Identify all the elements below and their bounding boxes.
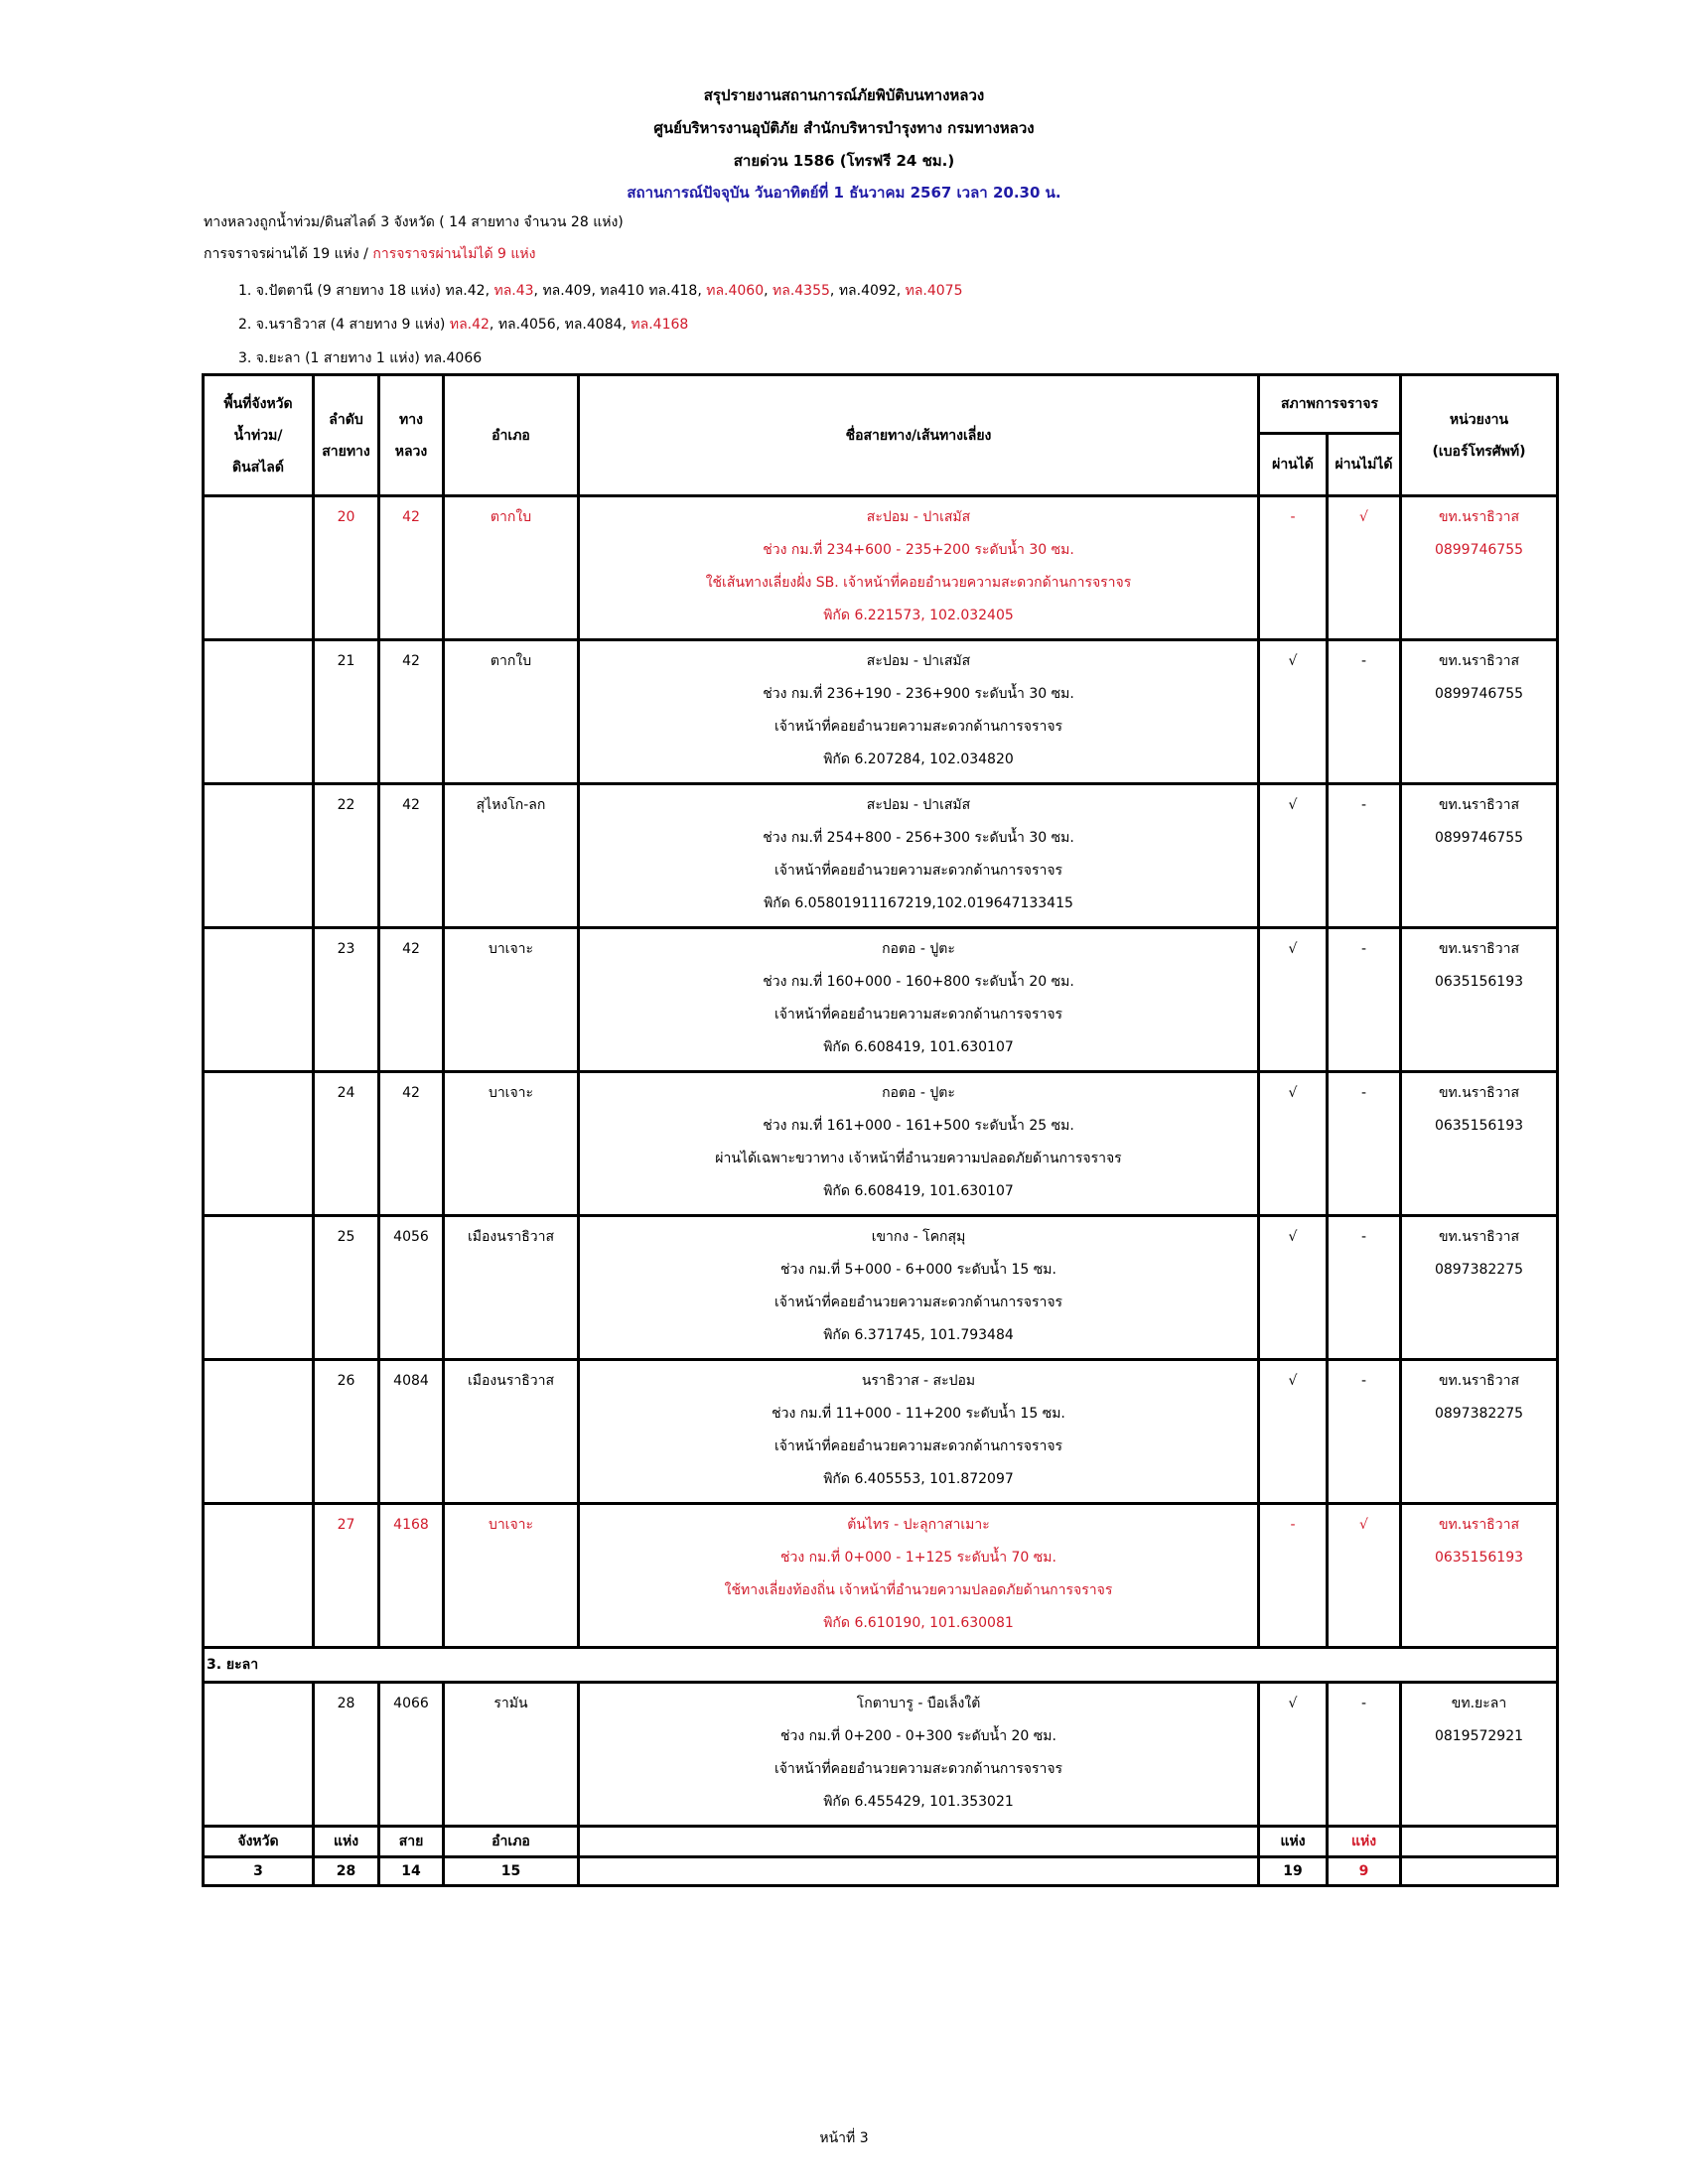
unit-name: ขท.ยะลา <box>1451 1696 1507 1711</box>
cell-district-text: เมืองนราธิวาส <box>467 1373 555 1389</box>
cell-area <box>204 1504 314 1648</box>
footer-unit <box>1401 1827 1558 1857</box>
footer-pass: แห่ง <box>1259 1827 1328 1857</box>
separator: , <box>533 283 543 299</box>
table-row <box>204 928 1558 1072</box>
province-label: 2. จ.นราธิวาส (4 สายทาง 9 แห่ง) <box>238 317 450 333</box>
footer-routes: 14 <box>379 1857 444 1886</box>
footer-no-pass: แห่ง <box>1328 1827 1401 1857</box>
cell-seq-text: 24 <box>337 1085 355 1101</box>
route-code: ทล.4084 <box>564 317 623 333</box>
cell-district <box>444 640 579 784</box>
route-line: เจ้าหน้าที่คอยอำนวยความสะดวกด้านการจราจร <box>774 719 1063 735</box>
footer-routes: สาย <box>379 1827 444 1857</box>
cell-no-pass <box>1328 1072 1401 1216</box>
cell-no-pass-text: - <box>1360 653 1367 669</box>
report-hotline: สายด่วน 1586 (โทรฟรี 24 ชม.) <box>733 152 955 170</box>
cell-highway-text: 42 <box>402 941 420 957</box>
cell-seq-text: 23 <box>337 941 355 957</box>
col-traffic: สภาพการจราจร <box>1259 375 1401 434</box>
cell-district <box>444 496 579 640</box>
cell-highway-text: 42 <box>402 797 420 813</box>
table-row <box>204 1683 1558 1827</box>
cell-no-pass <box>1328 496 1401 640</box>
route-line: พิกัด 6.610190, 101.630081 <box>823 1615 1014 1631</box>
route-line: ช่วง กม.ที่ 11+000 - 11+200 ระดับน้ำ 15 ซม. <box>772 1406 1065 1422</box>
cell-route <box>579 928 1259 1072</box>
route-code: ทล.409 <box>542 283 592 299</box>
route-line: พิกัด 6.405553, 101.872097 <box>823 1471 1014 1487</box>
footer-no-pass: 9 <box>1328 1857 1401 1886</box>
table-row <box>204 640 1558 784</box>
cell-seq-text: 20 <box>337 509 355 525</box>
section-row <box>204 1648 1558 1683</box>
cell-pass <box>1259 1504 1328 1648</box>
cell-pass-text: √ <box>1288 1085 1298 1101</box>
cell-highway-text: 42 <box>402 653 420 669</box>
header-line: พื้นที่จังหวัด <box>223 395 293 412</box>
cell-area <box>204 784 314 928</box>
cell-pass <box>1259 1216 1328 1360</box>
cell-highway <box>379 1360 444 1504</box>
cell-route <box>579 1504 1259 1648</box>
footer-pass: 19 <box>1259 1857 1328 1886</box>
cell-highway-text: 4056 <box>393 1229 429 1245</box>
province-item <box>238 347 482 369</box>
separator: , <box>489 317 498 333</box>
unit-name: ขท.นราธิวาส <box>1438 1085 1519 1101</box>
cell-unit <box>1401 928 1558 1072</box>
cell-area <box>204 1216 314 1360</box>
unit-name: ขท.นราธิวาส <box>1438 509 1519 525</box>
cell-unit <box>1401 496 1558 640</box>
unit-phone: 0897382275 <box>1434 1262 1524 1278</box>
cell-seq <box>314 784 379 928</box>
cell-district-text: สุไหงโก-ลก <box>476 797 546 813</box>
cell-highway <box>379 1216 444 1360</box>
cell-unit <box>1401 1216 1558 1360</box>
province-item <box>238 280 963 302</box>
cell-no-pass <box>1328 1683 1401 1827</box>
cell-seq-text: 21 <box>337 653 355 669</box>
route-line: สะปอม - ปาเสมัส <box>866 653 971 669</box>
cell-pass-text: √ <box>1288 653 1298 669</box>
cell-no-pass <box>1328 928 1401 1072</box>
cell-highway-text: 42 <box>402 509 420 525</box>
cell-district <box>444 784 579 928</box>
col-route: ชื่อสายทาง/เส้นทางเลี่ยง <box>579 375 1259 496</box>
unit-phone: 0899746755 <box>1434 686 1524 702</box>
footer-district: อำเภอ <box>444 1827 579 1857</box>
footer-blank <box>579 1857 1259 1886</box>
cell-area <box>204 1360 314 1504</box>
cell-highway <box>379 1683 444 1827</box>
header-line: หน่วยงาน <box>1449 411 1509 428</box>
route-line: พิกัด 6.221573, 102.032405 <box>823 608 1014 623</box>
cell-unit <box>1401 1504 1558 1648</box>
route-line: เขากง - โคกสุมุ <box>871 1229 966 1245</box>
unit-phone: 0635156193 <box>1434 1550 1524 1566</box>
route-line: ใช้เส้นทางเลี่ยงฝั่ง SB. เจ้าหน้าที่คอยอำนวยความสะดวกด้านการจราจร <box>705 575 1132 591</box>
report-title: สรุปรายงานสถานการณ์ภัยพิบัติบนทางหลวง <box>703 86 985 104</box>
cell-seq-text: 28 <box>337 1696 355 1711</box>
cell-no-pass-text: - <box>1360 941 1367 957</box>
cell-unit <box>1401 1683 1558 1827</box>
cell-highway <box>379 640 444 784</box>
cell-area <box>204 1072 314 1216</box>
cell-district <box>444 1216 579 1360</box>
col-seq <box>314 375 379 496</box>
header-line: ทาง <box>399 411 423 428</box>
cell-no-pass-text: - <box>1360 1229 1367 1245</box>
cell-area <box>204 928 314 1072</box>
cell-seq <box>314 1683 379 1827</box>
route-line: ใช้ทางเลี่ยงท้องถิ่น เจ้าหน้าที่อำนวยความปลอดภัยด้านการจราจร <box>724 1582 1113 1598</box>
cell-pass <box>1259 496 1328 640</box>
cell-pass-text: √ <box>1288 1229 1298 1245</box>
footer-unit <box>1401 1857 1558 1886</box>
footer-places: แห่ง <box>314 1827 379 1857</box>
province-label: 3. จ.ยะลา (1 สายทาง 1 แห่ง) <box>238 350 425 366</box>
separator: , <box>555 317 565 333</box>
unit-name: ขท.นราธิวาส <box>1438 941 1519 957</box>
route-code: ทล.43 <box>493 283 534 299</box>
cell-highway <box>379 496 444 640</box>
cell-district <box>444 1683 579 1827</box>
summary-affected: ทางหลวงถูกน้ำท่วม/ดินสไลด์ 3 จังหวัด ( 14 สายทาง จำนวน 28 แห่ง) <box>204 214 624 230</box>
route-line: เจ้าหน้าที่คอยอำนวยความสะดวกด้านการจราจร <box>774 1007 1063 1023</box>
unit-phone: 0897382275 <box>1434 1406 1524 1422</box>
route-line: ช่วง กม.ที่ 161+000 - 161+500 ระดับน้ำ 25 ซม. <box>763 1118 1074 1134</box>
cell-seq <box>314 496 379 640</box>
table-row <box>204 784 1558 928</box>
cell-district-text: บาเจาะ <box>488 1085 534 1101</box>
cell-area <box>204 496 314 640</box>
route-line: ช่วง กม.ที่ 254+800 - 256+300 ระดับน้ำ 30 ซม. <box>763 830 1074 846</box>
unit-name: ขท.นราธิวาส <box>1438 797 1519 813</box>
route-line: พิกัด 6.371745, 101.793484 <box>823 1327 1014 1343</box>
table-row <box>204 1360 1558 1504</box>
cell-no-pass-text: √ <box>1359 509 1368 525</box>
cell-seq <box>314 1216 379 1360</box>
route-line: สะปอม - ปาเสมัส <box>866 509 971 525</box>
cell-pass-text: √ <box>1288 1373 1298 1389</box>
cell-route <box>579 1360 1259 1504</box>
cell-route <box>579 1216 1259 1360</box>
footer-places: 28 <box>314 1857 379 1886</box>
cell-district-text: บาเจาะ <box>488 941 534 957</box>
route-line: พิกัด 6.207284, 102.034820 <box>823 751 1014 767</box>
route-line: ช่วง กม.ที่ 236+190 - 236+900 ระดับน้ำ 30 ซม. <box>763 686 1074 702</box>
col-no-pass: ผ่านไม่ได้ <box>1328 434 1401 496</box>
cell-seq-text: 22 <box>337 797 355 813</box>
separator: , <box>591 283 601 299</box>
route-line: เจ้าหน้าที่คอยอำนวยความสะดวกด้านการจราจร <box>774 863 1063 879</box>
header-line: ดินสไลด์ <box>232 459 284 476</box>
route-line: โกตาบารู - บือเล็งใต้ <box>856 1696 981 1711</box>
route-line: เจ้าหน้าที่คอยอำนวยความสะดวกด้านการจราจร <box>774 1761 1063 1777</box>
cell-pass <box>1259 928 1328 1072</box>
cell-route <box>579 640 1259 784</box>
cell-seq <box>314 1360 379 1504</box>
summary-passable: การจราจรผ่านได้ 19 แห่ง / <box>204 246 373 262</box>
cell-no-pass <box>1328 784 1401 928</box>
cell-pass <box>1259 1360 1328 1504</box>
header-line: น้ำท่วม/ <box>233 427 283 444</box>
cell-district-text: รามัน <box>493 1696 528 1711</box>
route-code: ทล410 ทล.418 <box>600 283 698 299</box>
cell-no-pass <box>1328 1360 1401 1504</box>
cell-district <box>444 1360 579 1504</box>
report-status-time: สถานการณ์ปัจจุบัน วันอาทิตย์ที่ 1 ธันวาคม 2567 เวลา 20.30 น. <box>627 184 1061 202</box>
cell-pass-text: √ <box>1288 941 1298 957</box>
cell-route <box>579 1072 1259 1216</box>
cell-route <box>579 784 1259 928</box>
cell-area <box>204 1683 314 1827</box>
header-line: หลวง <box>394 443 428 460</box>
table-row <box>204 1072 1558 1216</box>
table-row <box>204 1504 1558 1648</box>
cell-district-text: เมืองนราธิวาส <box>467 1229 555 1245</box>
separator: , <box>485 283 494 299</box>
footer-blank <box>579 1827 1259 1857</box>
col-district: อำเภอ <box>444 375 579 496</box>
cell-unit <box>1401 1360 1558 1504</box>
cell-district-text: บาเจาะ <box>488 1517 534 1533</box>
route-line: ช่วง กม.ที่ 234+600 - 235+200 ระดับน้ำ 30 ซม. <box>763 542 1074 558</box>
footer-province: 3 <box>204 1857 314 1886</box>
cell-seq-text: 26 <box>337 1373 355 1389</box>
cell-highway-text: 4084 <box>393 1373 429 1389</box>
unit-phone: 0819572921 <box>1434 1728 1524 1744</box>
cell-pass-text: - <box>1290 509 1296 525</box>
header-line: (เบอร์โทรศัพท์) <box>1432 443 1526 460</box>
cell-no-pass-text: - <box>1360 1696 1367 1711</box>
route-line: เจ้าหน้าที่คอยอำนวยความสะดวกด้านการจราจร <box>774 1295 1063 1310</box>
route-code: ทล.42 <box>449 317 490 333</box>
cell-unit <box>1401 640 1558 784</box>
cell-no-pass-text: - <box>1360 797 1367 813</box>
cell-area <box>204 640 314 784</box>
route-line: กอตอ - ปูตะ <box>882 1085 955 1101</box>
cell-seq-text: 27 <box>337 1517 355 1533</box>
cell-no-pass <box>1328 1216 1401 1360</box>
col-area <box>204 375 314 496</box>
cell-district-text: ตากใบ <box>490 653 532 669</box>
separator: , <box>622 317 632 333</box>
cell-unit <box>1401 784 1558 928</box>
separator: , <box>896 283 906 299</box>
section-label: 3. ยะลา <box>204 1648 1558 1683</box>
report-org: ศูนย์บริหารงานอุบัติภัย สำนักบริหารบำรุงทาง กรมทางหลวง <box>653 119 1035 137</box>
route-code: ทล.4060 <box>706 283 765 299</box>
route-code: ทล.4168 <box>631 317 689 333</box>
route-line: ผ่านได้เฉพาะขวาทาง เจ้าหน้าที่อำนวยความปลอดภัยด้านการจราจร <box>715 1151 1122 1166</box>
cell-no-pass <box>1328 1504 1401 1648</box>
cell-no-pass-text: - <box>1360 1085 1367 1101</box>
cell-highway <box>379 1072 444 1216</box>
route-line: ช่วง กม.ที่ 5+000 - 6+000 ระดับน้ำ 15 ซม. <box>780 1262 1056 1278</box>
footer-label-row <box>204 1827 1558 1857</box>
route-code: ทล.4075 <box>905 283 963 299</box>
route-line: สะปอม - ปาเสมัส <box>866 797 971 813</box>
unit-name: ขท.นราธิวาส <box>1438 1517 1519 1533</box>
cell-seq <box>314 640 379 784</box>
cell-pass-text: - <box>1290 1517 1296 1533</box>
summary-traffic <box>204 243 535 265</box>
route-code: ทล.4355 <box>773 283 830 299</box>
col-unit <box>1401 375 1558 496</box>
separator: , <box>697 283 707 299</box>
route-line: กอตอ - ปูตะ <box>882 941 955 957</box>
unit-phone: 0635156193 <box>1434 974 1524 990</box>
page-number: หน้าที่ 3 <box>819 2130 869 2146</box>
unit-phone: 0899746755 <box>1434 830 1524 846</box>
unit-name: ขท.นราธิวาส <box>1438 1373 1519 1389</box>
cell-route <box>579 496 1259 640</box>
cell-highway <box>379 784 444 928</box>
cell-pass <box>1259 640 1328 784</box>
cell-district-text: ตากใบ <box>490 509 532 525</box>
route-line: พิกัด 6.455429, 101.353021 <box>823 1794 1014 1810</box>
header-line: สายทาง <box>322 443 370 460</box>
route-line: พิกัด 6.608419, 101.630107 <box>823 1183 1014 1199</box>
separator: , <box>829 283 839 299</box>
route-code: ทล.4056 <box>497 317 556 333</box>
unit-phone: 0899746755 <box>1434 542 1524 558</box>
route-line: พิกัด 6.05801911167219,102.019647133415 <box>764 895 1073 911</box>
flood-table <box>202 373 1559 1887</box>
footer-district: 15 <box>444 1857 579 1886</box>
province-label: 1. จ.ปัตตานี (9 สายทาง 18 แห่ง) <box>238 283 446 299</box>
cell-highway-text: 4066 <box>393 1696 429 1711</box>
cell-pass-text: √ <box>1288 1696 1298 1711</box>
route-line: นราธิวาส - สะปอม <box>861 1373 976 1389</box>
route-code: ทล.4066 <box>424 350 483 366</box>
cell-district <box>444 1072 579 1216</box>
cell-route <box>579 1683 1259 1827</box>
cell-unit <box>1401 1072 1558 1216</box>
route-code: ทล.4092 <box>838 283 897 299</box>
unit-name: ขท.นราธิวาส <box>1438 653 1519 669</box>
footer-province: จังหวัด <box>204 1827 314 1857</box>
province-item <box>238 314 688 336</box>
col-pass: ผ่านได้ <box>1259 434 1328 496</box>
cell-pass <box>1259 1072 1328 1216</box>
table-row <box>204 1216 1558 1360</box>
cell-district <box>444 928 579 1072</box>
col-highway <box>379 375 444 496</box>
cell-seq-text: 25 <box>337 1229 355 1245</box>
route-line: ช่วง กม.ที่ 160+000 - 160+800 ระดับน้ำ 20 ซม. <box>763 974 1074 990</box>
cell-highway-text: 4168 <box>393 1517 429 1533</box>
cell-highway-text: 42 <box>402 1085 420 1101</box>
route-line: เจ้าหน้าที่คอยอำนวยความสะดวกด้านการจราจร <box>774 1438 1063 1454</box>
header-line: ลำดับ <box>329 411 363 428</box>
cell-highway <box>379 928 444 1072</box>
table-row <box>204 496 1558 640</box>
route-line: ช่วง กม.ที่ 0+200 - 0+300 ระดับน้ำ 20 ซม. <box>780 1728 1056 1744</box>
separator: , <box>764 283 774 299</box>
unit-name: ขท.นราธิวาส <box>1438 1229 1519 1245</box>
summary-impassable: การจราจรผ่านไม่ได้ 9 แห่ง <box>372 246 536 262</box>
unit-phone: 0635156193 <box>1434 1118 1524 1134</box>
route-line: ต้นไทร - ปะลุกาสาเมาะ <box>847 1517 990 1533</box>
footer-total-row <box>204 1857 1558 1886</box>
cell-seq <box>314 1504 379 1648</box>
cell-no-pass-text: √ <box>1359 1517 1368 1533</box>
route-code: ทล.42 <box>445 283 486 299</box>
cell-highway <box>379 1504 444 1648</box>
cell-district <box>444 1504 579 1648</box>
route-line: ช่วง กม.ที่ 0+000 - 1+125 ระดับน้ำ 70 ซม. <box>780 1550 1056 1566</box>
cell-no-pass-text: - <box>1360 1373 1367 1389</box>
cell-pass <box>1259 1683 1328 1827</box>
cell-seq <box>314 1072 379 1216</box>
route-line: พิกัด 6.608419, 101.630107 <box>823 1039 1014 1055</box>
cell-no-pass <box>1328 640 1401 784</box>
cell-seq <box>314 928 379 1072</box>
cell-pass-text: √ <box>1288 797 1298 813</box>
cell-pass <box>1259 784 1328 928</box>
